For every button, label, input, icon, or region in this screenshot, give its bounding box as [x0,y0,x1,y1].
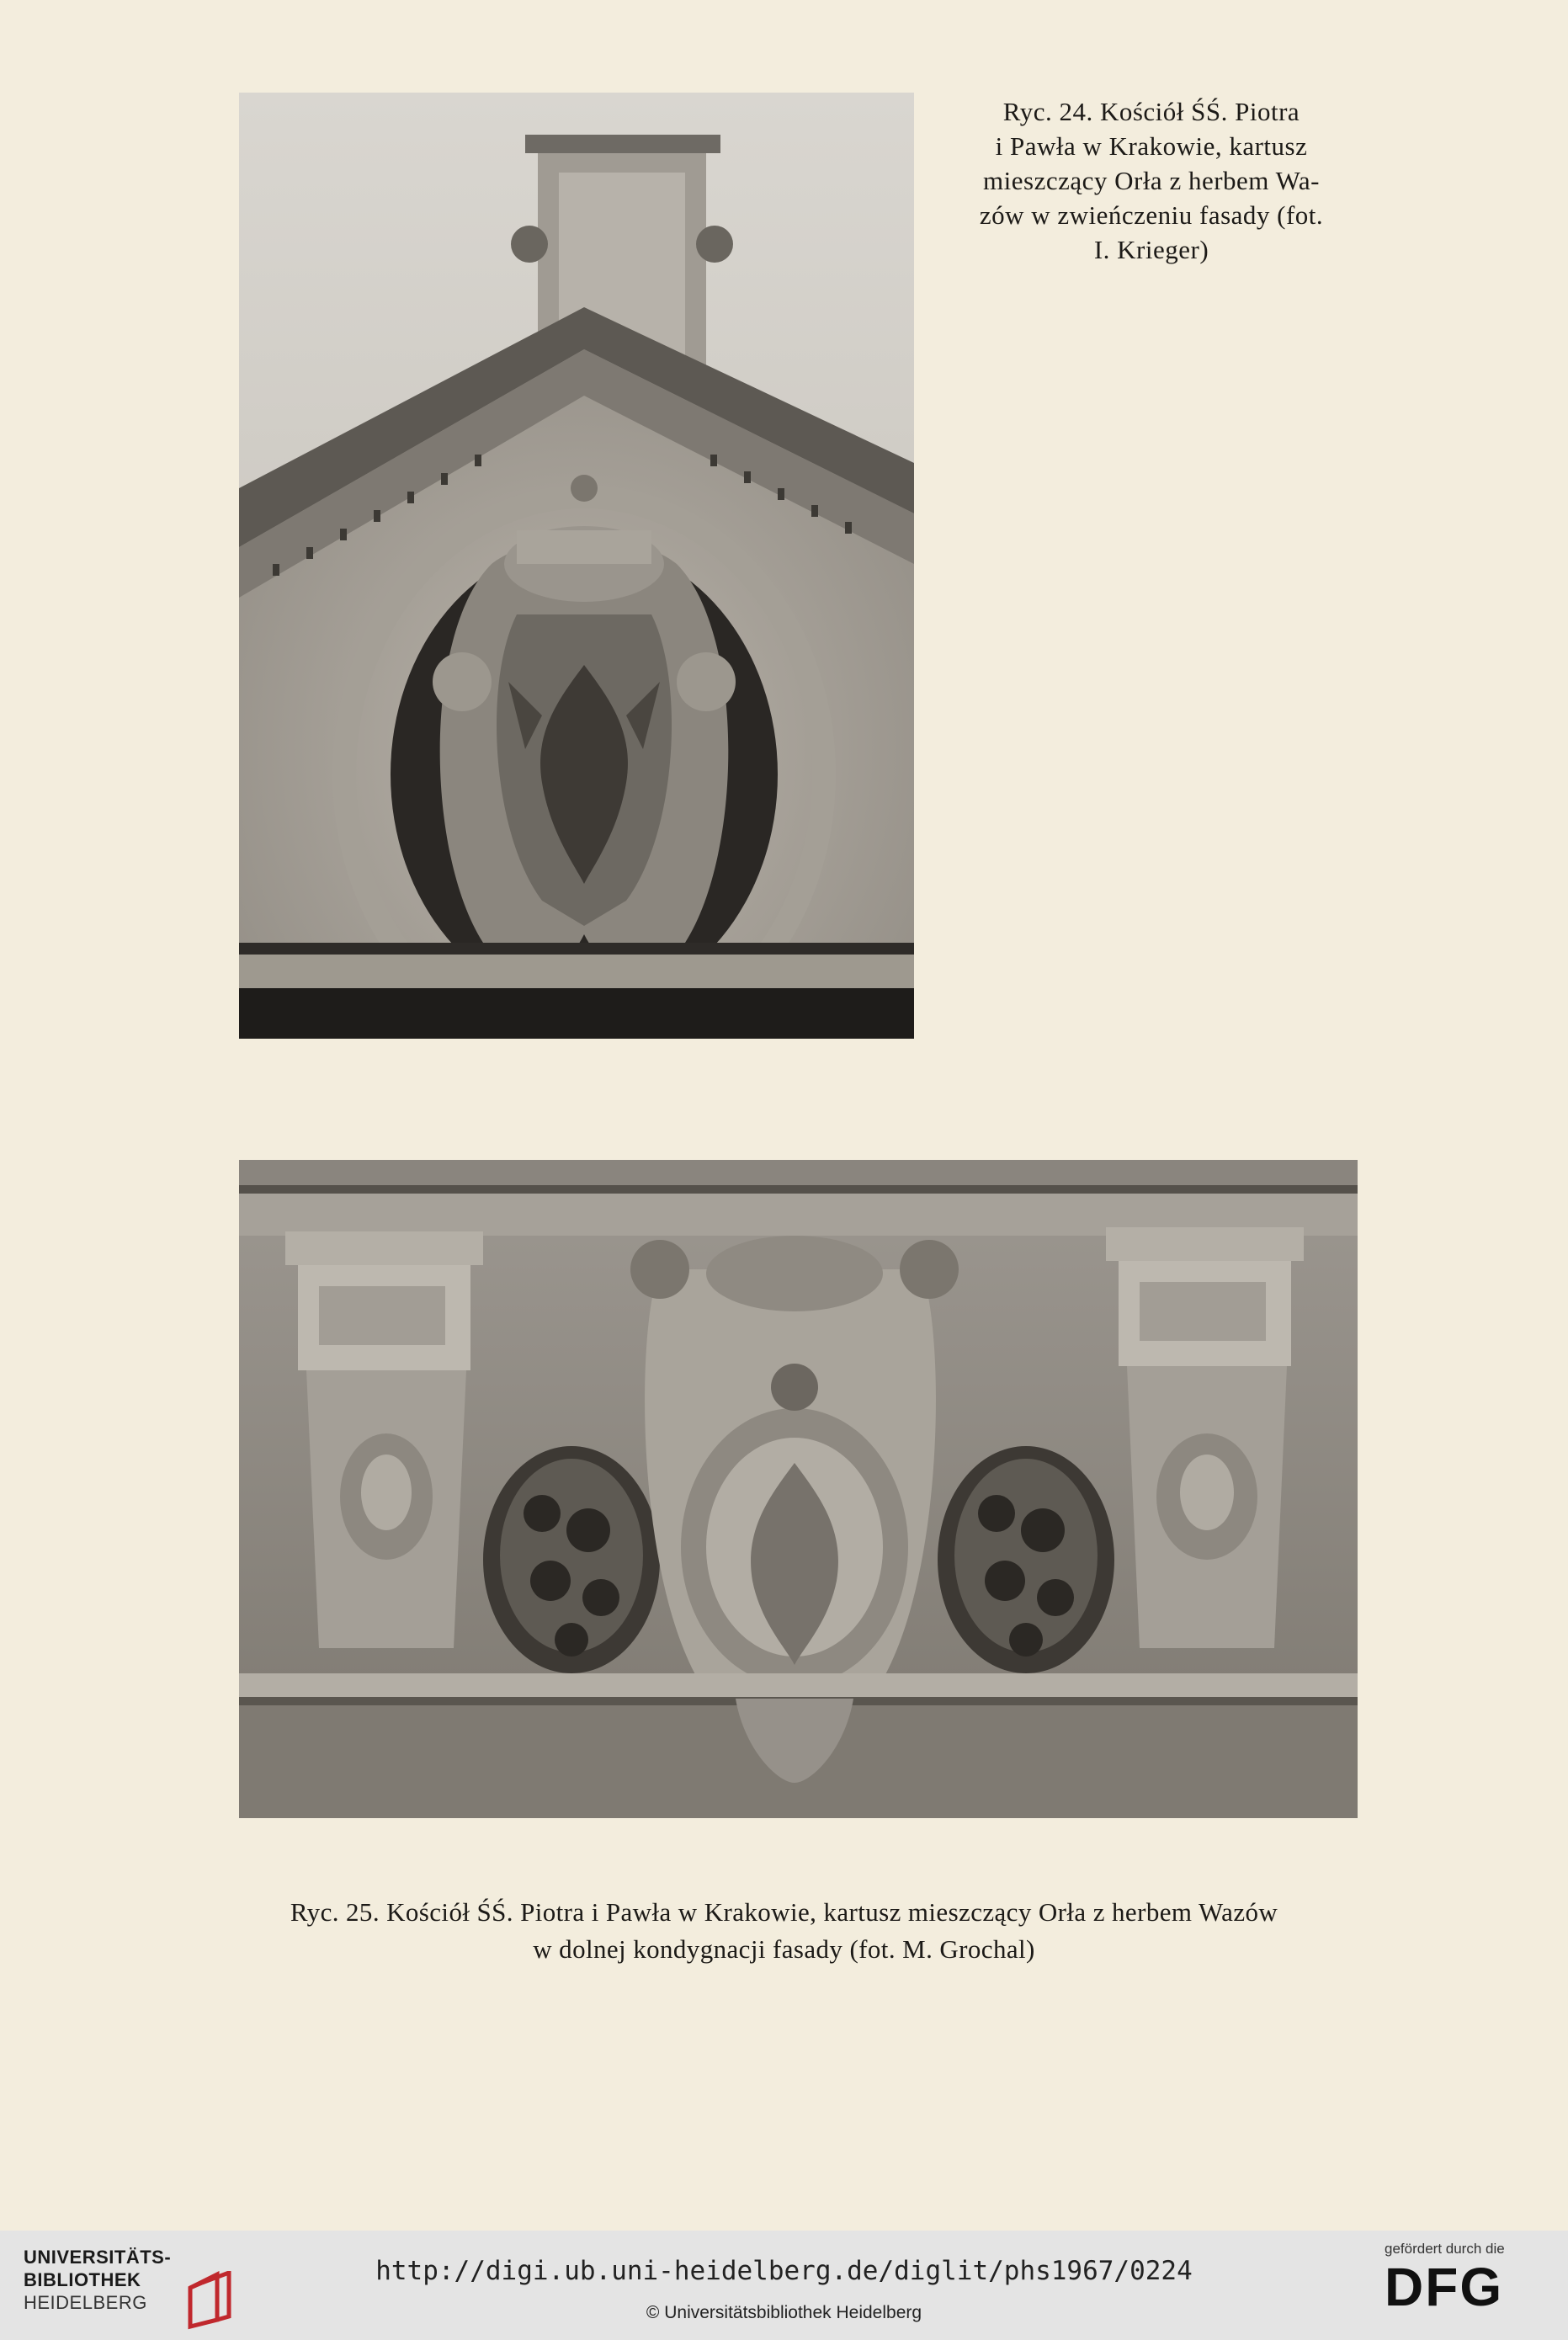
dfg-funding-badge[interactable] [1385,2241,1544,2333]
funding-label: gefördert durch die [1385,2241,1505,2257]
caption-24-line-3: mieszczący Orła z herbem Wa- [983,166,1320,195]
caption-24-line-4: zów w zwieńczeniu fasady (fot. [979,200,1324,230]
caption-25-line-1: Ryc. 25. Kościół ŚŚ. Piotra i Pawła w Krakowie, kartusz mieszczący Orła z herbem Wazów [290,1897,1278,1927]
caption-25-line-2: w dolnej kondygnacji fasady (fot. M. Grochal) [533,1934,1035,1964]
figure-25-caption [185,1894,1383,1968]
permalink-url[interactable]: http://digi.ub.uni-heidelberg.de/diglit/phs1967/0224 [375,2256,1193,2286]
caption-24-line-5: I. Krieger) [1093,235,1209,264]
caption-24-line-1: Ryc. 24. Kościół ŚŚ. Piotra [1002,97,1300,126]
digitization-footer [0,2231,1568,2340]
figure-24-photograph [239,93,914,1039]
copyright-notice: © Universitätsbibliothek Heidelberg [646,2303,922,2322]
caption-24-line-2: i Pawła w Krakowie, kartusz [995,131,1308,161]
figure-24-caption [941,94,1362,267]
library-name-line-3: HEIDELBERG [24,2292,147,2313]
figure-25-photograph [239,1160,1358,1818]
dfg-logo: DFG [1385,2257,1504,2317]
library-name-line-2: BIBLIOTHEK [24,2269,141,2290]
library-name-line-1: UNIVERSITÄTS- [24,2247,172,2268]
